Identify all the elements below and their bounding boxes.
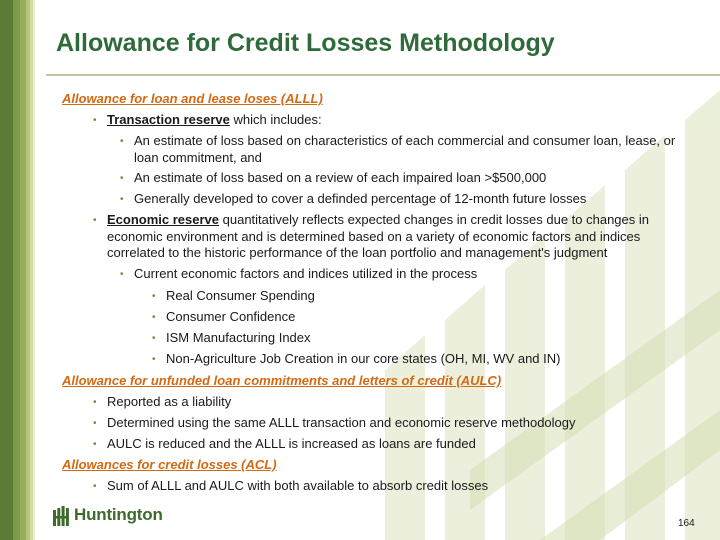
list-item: Generally developed to cover a definded percentage of 12-month future losses xyxy=(134,191,587,206)
list-item: Consumer Confidence xyxy=(166,309,296,324)
bullet-icon: • xyxy=(152,333,156,344)
list-item: AULC is reduced and the ALLL is increased as loans are funded xyxy=(107,436,476,451)
list-item: Determined using the same ALLL transaction and economic reserve methodology xyxy=(107,415,576,430)
list-item: Non-Agriculture Job Creation in our core states (OH, MI, WV and IN) xyxy=(166,351,561,366)
list-item: Sum of ALLL and AULC with both available to absorb credit losses xyxy=(107,478,489,493)
bullet-icon: • xyxy=(93,397,97,408)
bullet-icon: • xyxy=(152,354,156,365)
page-number: 164 xyxy=(678,518,695,529)
bullet-icon: • xyxy=(152,291,156,302)
bullet-icon: • xyxy=(93,115,97,126)
brand-name: Huntington xyxy=(74,505,163,524)
bullet-icon: • xyxy=(93,418,97,429)
list-item: Current economic factors and indices utilized in the process xyxy=(134,266,478,281)
bullet-icon: • xyxy=(152,312,156,323)
huntington-logo-icon xyxy=(53,506,69,526)
list-item-transaction-reserve: Transaction reserve which includes: xyxy=(107,112,322,127)
huntington-logo xyxy=(53,505,173,527)
section-header-aulc: Allowance for unfunded loan commitments and letters of credit (AULC) xyxy=(62,373,502,388)
bullet-icon: • xyxy=(120,173,124,184)
bullet-icon: • xyxy=(93,215,97,226)
list-item: Real Consumer Spending xyxy=(166,288,315,303)
list-item: An estimate of loss based on characteristics of each commercial and consumer loan, lease, or loan commitment, and xyxy=(134,133,676,165)
list-item: Reported as a liability xyxy=(107,394,232,409)
slide-title: Allowance for Credit Losses Methodology xyxy=(56,29,555,57)
section-header-alll: Allowance for loan and lease loses (ALLL) xyxy=(62,91,323,106)
bullet-icon: • xyxy=(120,194,124,205)
term-transaction-reserve: Transaction reserve xyxy=(107,112,230,127)
list-item-economic-reserve: Economic reserve quantitatively reflects expected changes in credit losses due to changes in economic environment and is determined based on a variety of economic factors and indices correlated to the historic performance of the loan portfolio and management's judgment xyxy=(107,212,649,260)
bullet-icon: • xyxy=(120,136,124,147)
list-item: ISM Manufacturing Index xyxy=(166,330,311,345)
section-header-acl: Allowances for credit losses (ACL) xyxy=(62,457,277,472)
bullet-icon: • xyxy=(120,269,124,280)
bullet-icon: • xyxy=(93,481,97,492)
list-item: An estimate of loss based on a review of each impaired loan >$500,000 xyxy=(134,170,547,185)
term-economic-reserve: Economic reserve xyxy=(107,212,220,227)
bullet-icon: • xyxy=(93,439,97,450)
